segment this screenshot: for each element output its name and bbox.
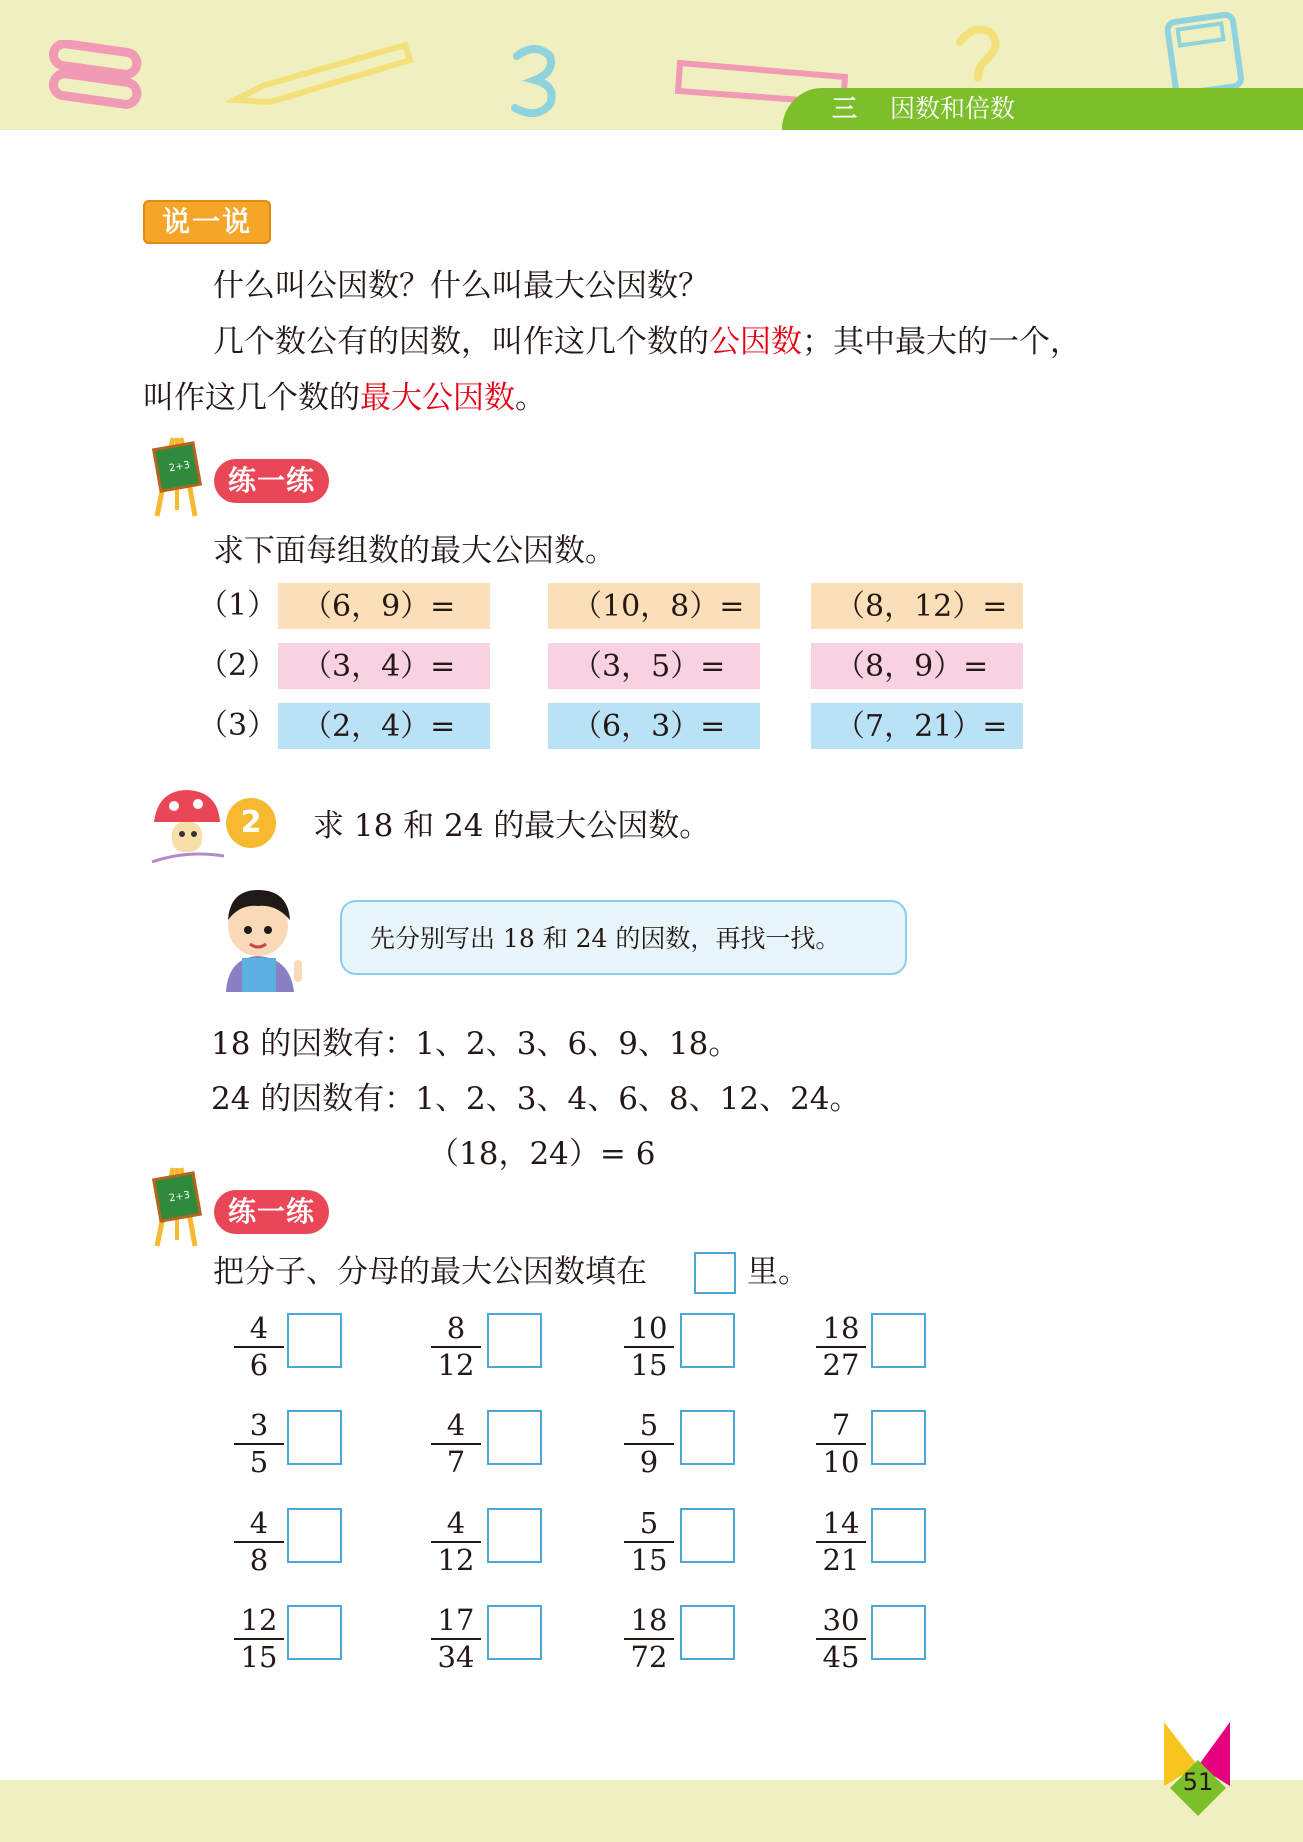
gcd-cell: （8，12）= — [811, 583, 1023, 629]
answer-box[interactable] — [871, 1605, 926, 1660]
say-question: 什么叫公因数？什么叫最大公因数？ — [213, 268, 709, 304]
answer-box[interactable] — [680, 1605, 735, 1660]
fraction: 5 15 — [624, 1507, 674, 1576]
fraction: 5 9 — [624, 1409, 674, 1478]
gcd-cell: （3，5）= — [548, 643, 760, 689]
row-label-2: （2） — [198, 648, 278, 683]
answer-box[interactable] — [287, 1605, 342, 1660]
row-label-3: （3） — [198, 708, 278, 743]
gcd-cell: （8，9）= — [811, 643, 1023, 689]
hint-text: 先分别写出 18 和 24 的因数，再找一找。 — [370, 924, 841, 953]
term-gcd: 最大公因数 — [360, 380, 515, 416]
say-badge: 说一说 — [143, 200, 271, 244]
fraction: 18 72 — [624, 1604, 674, 1673]
fraction: 4 12 — [431, 1507, 481, 1576]
fraction: 12 15 — [234, 1604, 284, 1673]
hint-bubble — [340, 900, 907, 975]
gcd-cell: （6，3）= — [548, 703, 760, 749]
answer-box[interactable] — [680, 1313, 735, 1368]
answer-box[interactable] — [487, 1410, 542, 1465]
easel-icon — [143, 1160, 213, 1250]
example-answer-box — [694, 1252, 736, 1294]
chapter-bar — [782, 88, 1303, 130]
definition-line-2: 叫作这几个数的最大公因数。 — [143, 380, 546, 416]
answer-box[interactable] — [487, 1605, 542, 1660]
answer-box[interactable] — [487, 1508, 542, 1563]
gcd-cell: （2，4）= — [278, 703, 490, 749]
answer-box[interactable] — [871, 1508, 926, 1563]
mushroom-mascot-icon — [146, 784, 228, 866]
practice-badge-1: 练一练 — [214, 459, 329, 503]
answer-box[interactable] — [487, 1313, 542, 1368]
gcd-cell: （3，4）= — [278, 643, 490, 689]
footer-band — [0, 1780, 1303, 1842]
fraction: 8 12 — [431, 1312, 481, 1381]
answer-box[interactable] — [871, 1410, 926, 1465]
gcd-cell: （6，9）= — [278, 583, 490, 629]
answer-box[interactable] — [871, 1313, 926, 1368]
calculator-icon — [1165, 12, 1245, 92]
practice-badge-2: 练一练 — [214, 1190, 329, 1234]
fraction: 4 7 — [431, 1409, 481, 1478]
svg-text:2+3: 2+3 — [168, 1189, 191, 1205]
fraction: 4 6 — [234, 1312, 284, 1381]
answer-box[interactable] — [287, 1313, 342, 1368]
gcd-cell: （10，8）= — [548, 583, 760, 629]
answer-box[interactable] — [680, 1410, 735, 1465]
page-number: 51 — [1182, 1768, 1214, 1796]
term-common-factor: 公因数 — [709, 324, 802, 360]
pencil-icon — [225, 30, 415, 110]
fraction: 18 27 — [816, 1312, 866, 1381]
gcd-result: （18，24）= 6 — [428, 1136, 656, 1172]
answer-box[interactable] — [680, 1508, 735, 1563]
fraction: 7 10 — [816, 1409, 866, 1478]
practice2-instruction-before: 把分子、分母的最大公因数填在 — [213, 1254, 647, 1290]
definition-line-1: 几个数公有的因数，叫作这几个数的公因数；其中最大的一个， — [213, 324, 1081, 360]
number-three-icon — [505, 42, 565, 122]
answer-box[interactable] — [287, 1410, 342, 1465]
fraction: 17 34 — [431, 1604, 481, 1673]
fraction: 3 5 — [234, 1409, 284, 1478]
chapter-title: 因数和倍数 — [890, 94, 1016, 123]
fraction: 30 45 — [816, 1604, 866, 1673]
boy-figure — [206, 874, 310, 1002]
factors-18-line: 18 的因数有：1、2、3、6、9、18。 — [211, 1026, 740, 1062]
gcd-cell: （7，21）= — [811, 703, 1023, 749]
practice2-instruction-after: 里。 — [747, 1254, 809, 1290]
row-label-1: （1） — [198, 588, 278, 623]
example-number-badge: 2 — [226, 798, 276, 848]
svg-text:2+3: 2+3 — [168, 459, 191, 475]
factors-24-line: 24 的因数有：1、2、3、4、6、8、12、24。 — [211, 1081, 861, 1117]
fraction: 4 8 — [234, 1507, 284, 1576]
chapter-number: 三 — [832, 94, 858, 123]
fraction: 14 21 — [816, 1507, 866, 1576]
paperclip-icon — [45, 40, 145, 115]
fraction: 10 15 — [624, 1312, 674, 1381]
easel-icon — [143, 430, 213, 520]
answer-box[interactable] — [287, 1508, 342, 1563]
example2-question: 求 18 和 24 的最大公因数。 — [313, 808, 711, 844]
practice1-instruction: 求下面每组数的最大公因数。 — [213, 533, 616, 569]
question-mark-icon — [950, 22, 1010, 92]
